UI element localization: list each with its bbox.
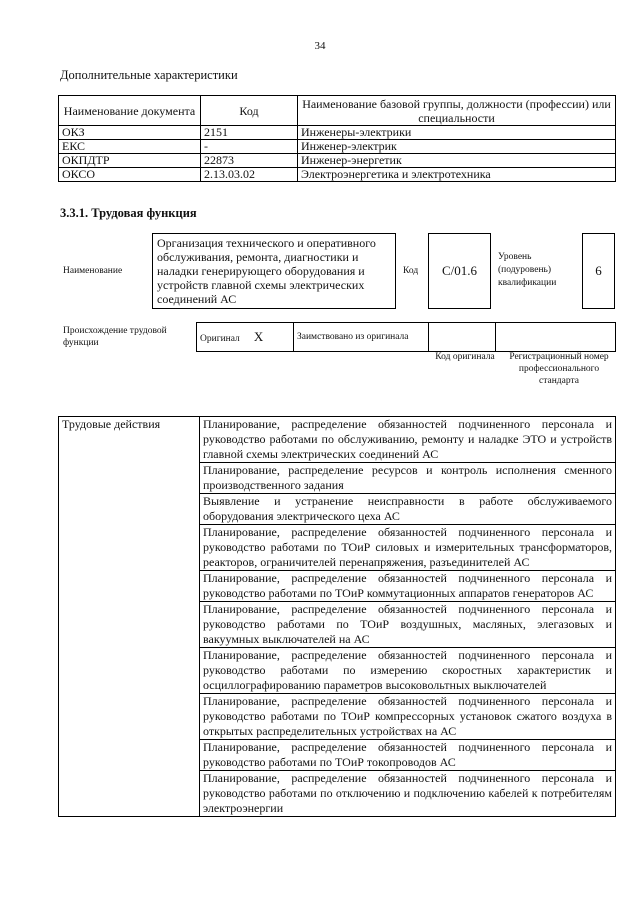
labor-action-item: Планирование, распределение обязанностей подчиненного персонала и руководство работами по ТОиР компрессорных установок сжатого воздуха в открытых распределительных устройствах на АС bbox=[200, 694, 616, 740]
labor-action-item: Планирование, распределение обязанностей подчиненного персонала и руководство работами по ТОиР силовых и измерительных трансформаторов, реакторов, ограничителей перенапряжения, разъединителей АС bbox=[200, 525, 616, 571]
additional-characteristics-title: Дополнительные характеристики bbox=[60, 68, 238, 82]
labor-action-item: Планирование, распределение ресурсов и контроль исполнения сменного производственного задания bbox=[200, 463, 616, 494]
header-document-name: Наименование документа bbox=[59, 96, 201, 126]
row-group: Инженеры-электрики bbox=[298, 126, 616, 140]
qualification-level-label: Уровень (подуровень) квалификации bbox=[498, 252, 557, 288]
labor-action-item: Выявление и устранение неисправности в работе обслуживаемого оборудования электрического цеха АС bbox=[200, 494, 616, 525]
labor-actions-label: Трудовые действия bbox=[59, 417, 200, 817]
labor-action-item: Планирование, распределение обязанностей подчиненного персонала и руководство работами по обслуживанию, ремонту и наладке ЭТО и устройств главной схемы электрических соединений АС bbox=[200, 417, 616, 463]
row-group: Инженер-энергетик bbox=[298, 154, 616, 168]
row-code: - bbox=[201, 140, 298, 154]
function-name-box: Организация технического и оперативного обслуживания, ремонта, диагностики и наладки генерирующего оборудования и устройств главной схемы электрических соединений АС bbox=[152, 233, 396, 309]
header-code: Код bbox=[201, 96, 298, 126]
original-mark: X bbox=[253, 329, 264, 344]
row-code: 22873 bbox=[201, 154, 298, 168]
qualification-level-box: 6 bbox=[582, 233, 615, 309]
row-group: Инженер-электрик bbox=[298, 140, 616, 154]
labor-action-item: Планирование, распределение обязанностей подчиненного персонала и руководство работами по отключению и подключению кабелей к потребителям электроэнергии bbox=[200, 771, 616, 817]
table-row bbox=[59, 168, 616, 182]
original-label: Оригинал bbox=[200, 334, 240, 344]
labor-action-item: Планирование, распределение обязанностей подчиненного персонала и руководство работами по измерению скоростных характеристик и осциллографированию параметров высоковольтных выключателей bbox=[200, 648, 616, 694]
labor-function-heading: 3.3.1. Трудовая функция bbox=[60, 206, 197, 220]
labor-action-item: Планирование, распределение обязанностей подчиненного персонала и руководство работами по ТОиР коммутационных аппаратов генераторов АС bbox=[200, 571, 616, 602]
table-row bbox=[59, 126, 616, 140]
table-row bbox=[59, 140, 616, 154]
borrowed-cell: Заимствовано из оригинала bbox=[294, 323, 429, 352]
table-row bbox=[59, 417, 616, 463]
row-document: ОКСО bbox=[59, 168, 201, 182]
code-original-cell bbox=[429, 323, 496, 352]
page-number: 34 bbox=[314, 40, 326, 52]
row-group: Электроэнергетика и электротехника bbox=[298, 168, 616, 182]
reg-number-cell bbox=[496, 323, 616, 352]
labor-actions-table bbox=[58, 416, 616, 817]
origin-row bbox=[197, 323, 616, 352]
row-document: ОКПДТР bbox=[59, 154, 201, 168]
function-code-label: Код bbox=[403, 266, 419, 276]
function-origin-label: Происхождение трудовой функции bbox=[63, 326, 167, 348]
code-original-label: Код оригинала bbox=[435, 352, 495, 362]
origin-table bbox=[196, 322, 616, 352]
function-code-box: C/01.6 bbox=[428, 233, 491, 309]
row-document: ЕКС bbox=[59, 140, 201, 154]
additional-characteristics-table bbox=[58, 95, 616, 182]
header-group-name: Наименование базовой группы, должности (профессии) или специальности bbox=[298, 96, 616, 126]
registration-number-label: Регистрационный номер профессионального стандарта bbox=[509, 352, 609, 386]
row-code: 2151 bbox=[201, 126, 298, 140]
table-row bbox=[59, 154, 616, 168]
labor-action-item: Планирование, распределение обязанностей подчиненного персонала и руководство работами по ТОиР токопроводов АС bbox=[200, 740, 616, 771]
labor-action-item: Планирование, распределение обязанностей подчиненного персонала и руководство работами по ТОиР воздушных, масляных, элегазовых и вакуумных выключателей на АС bbox=[200, 602, 616, 648]
row-code: 2.13.03.02 bbox=[201, 168, 298, 182]
row-document: ОКЗ bbox=[59, 126, 201, 140]
original-cell bbox=[197, 323, 294, 352]
table-header-row bbox=[59, 96, 616, 126]
function-name-label: Наименование bbox=[63, 266, 123, 276]
